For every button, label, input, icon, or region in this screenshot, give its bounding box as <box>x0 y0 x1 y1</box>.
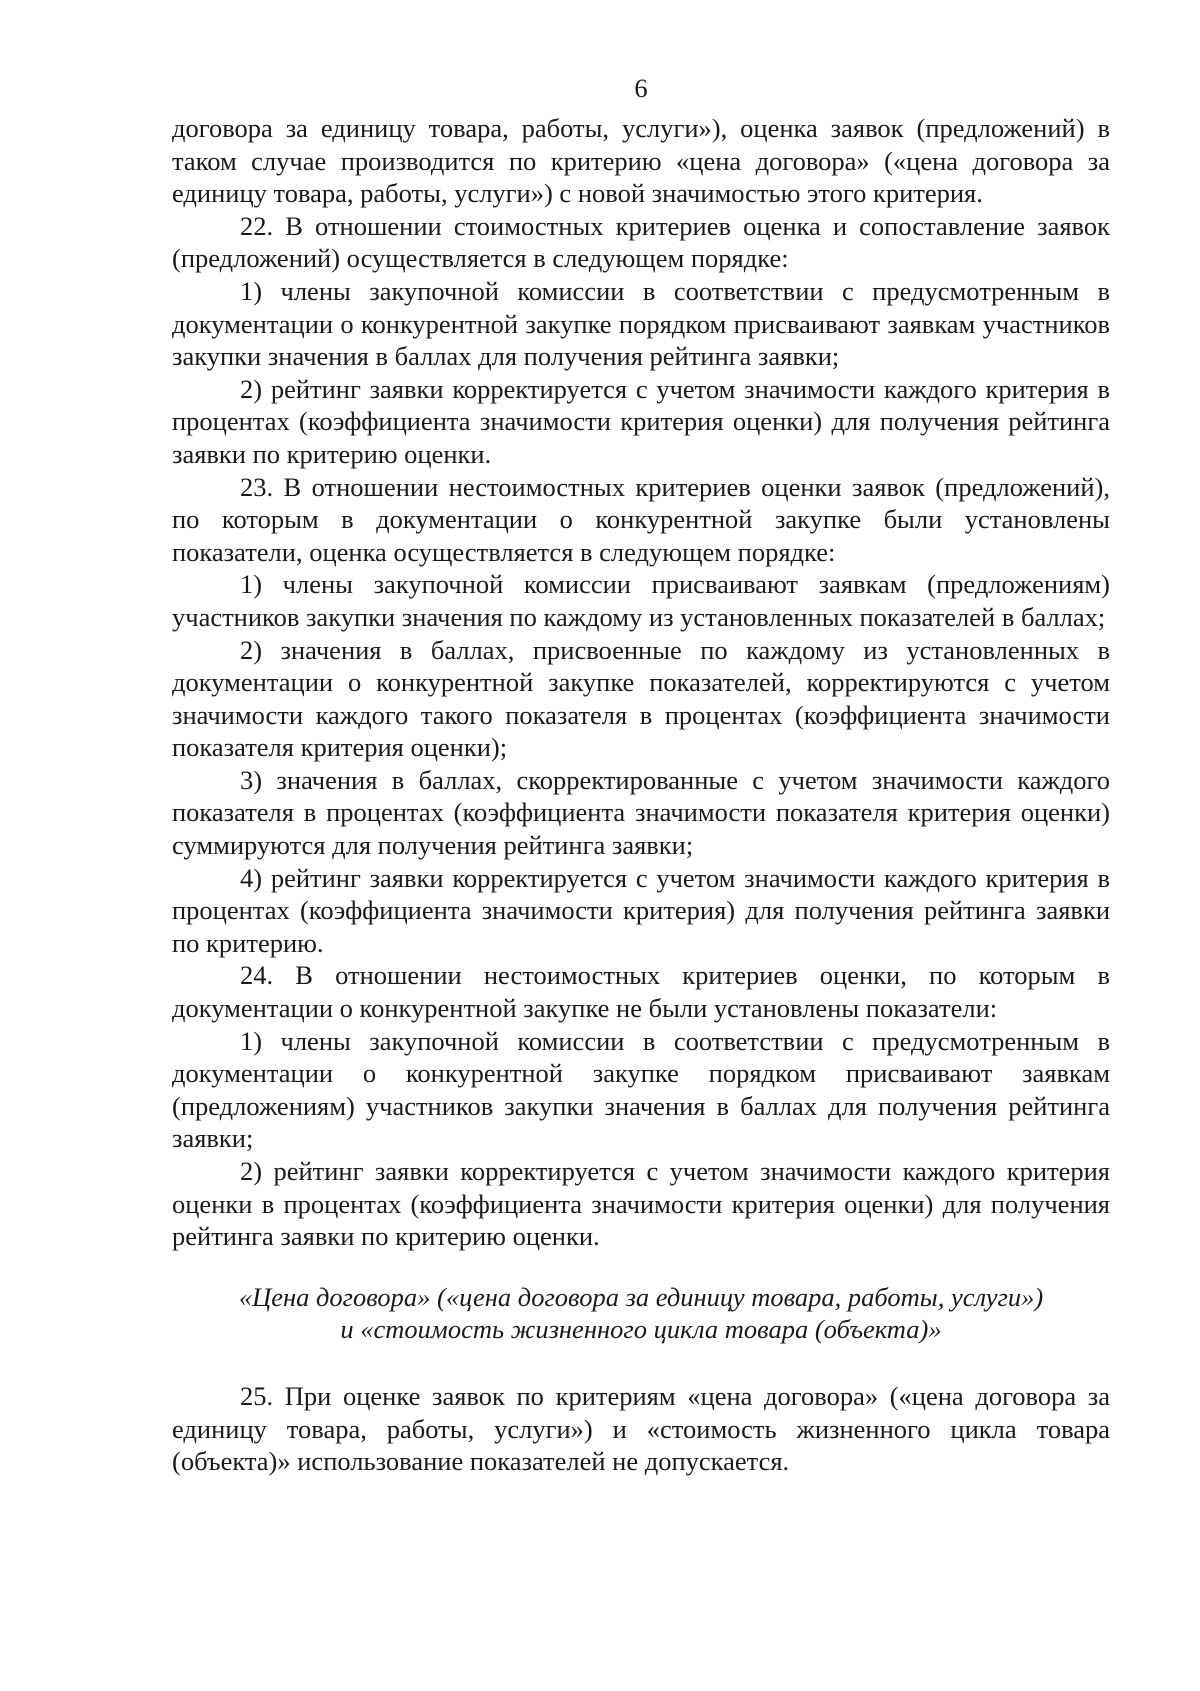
paragraph-continuation: договора за единицу товара, работы, услуги»), оценка заявок (предложений) в таком случае производится по критерию «цена договора» («цена договора за единицу товара, работы, услуги») с новой значимостью этого критерия. <box>172 113 1110 209</box>
paragraph-24-item-2: 2) рейтинг заявки корректируется с учетом значимости каждого критерия оценки в процентах (коэффициента значимости критерия оценки) для получения рейтинга заявки по критерию оценки. <box>172 1156 1110 1252</box>
paragraph-23: 23. В отношении нестоимостных критериев оценки заявок (предложений), по которым в документации о конкурентной закупке были установлены показатели, оценка осуществляется в следующем порядке: <box>172 471 1110 567</box>
section-heading <box>172 1281 1110 1346</box>
page-number: 6 <box>634 73 648 103</box>
paragraph-24-item-1: 1) члены закупочной комиссии в соответствии с предусмотренным в документации о конкурентной закупке порядком присваивают заявкам (предложениям) участников закупки значения в баллах для получения рейтинга заявки; <box>172 1025 1110 1154</box>
section-heading-line-1: «Цена договора» («цена договора за единицу товара, работы, услуги») <box>238 1281 1044 1312</box>
paragraph-22-item-1: 1) члены закупочной комиссии в соответствии с предусмотренным в документации о конкурентной закупке порядком присваивают заявкам участников закупки значения в баллах для получения рейтинга заявки; <box>172 275 1110 372</box>
paragraph-24: 24. В отношении нестоимостных критериев оценки, по которым в документации о конкурентной закупке не были установлены показатели: <box>172 960 1110 1024</box>
paragraph-25: 25. При оценке заявок по критериям «цена договора» («цена договора за единицу товара, работы, услуги») и «стоимость жизненного цикла товара (объекта)» использование показателей не допускается. <box>172 1380 1110 1477</box>
paragraph-23-item-2: 2) значения в баллах, присвоенные по каждому из установленных в документации о конкурентной закупке показателей, корректируются с учетом значимости каждого такого показателя в процентах (коэффициента значимости показателя критерия оценки); <box>172 634 1110 763</box>
section-heading-line-2: и «стоимость жизненного цикла товара (объекта)» <box>340 1314 942 1345</box>
paragraph-22-item-2: 2) рейтинг заявки корректируется с учетом значимости каждого критерия в процентах (коэффициента значимости критерия оценки) для получения рейтинга заявки по критерию оценки. <box>172 373 1110 469</box>
paragraph-23-item-4: 4) рейтинг заявки корректируется с учетом значимости каждого критерия в процентах (коэффициента значимости критерия) для получения рейтинга заявки по критерию. <box>172 862 1110 958</box>
document-page <box>172 72 1110 1478</box>
paragraph-23-item-1: 1) члены закупочной комиссии присваивают заявкам (предложениям) участников закупки значения по каждому из установленных показателей в баллах; <box>172 569 1110 632</box>
paragraph-23-item-3: 3) значения в баллах, скорректированные с учетом значимости каждого показателя в процентах (коэффициента значимости показателя критерия оценки) суммируются для получения рейтинга заявки; <box>172 764 1110 861</box>
paragraph-22: 22. В отношении стоимостных критериев оценка и сопоставление заявок (предложений) осуществляется в следующем порядке: <box>172 210 1110 274</box>
